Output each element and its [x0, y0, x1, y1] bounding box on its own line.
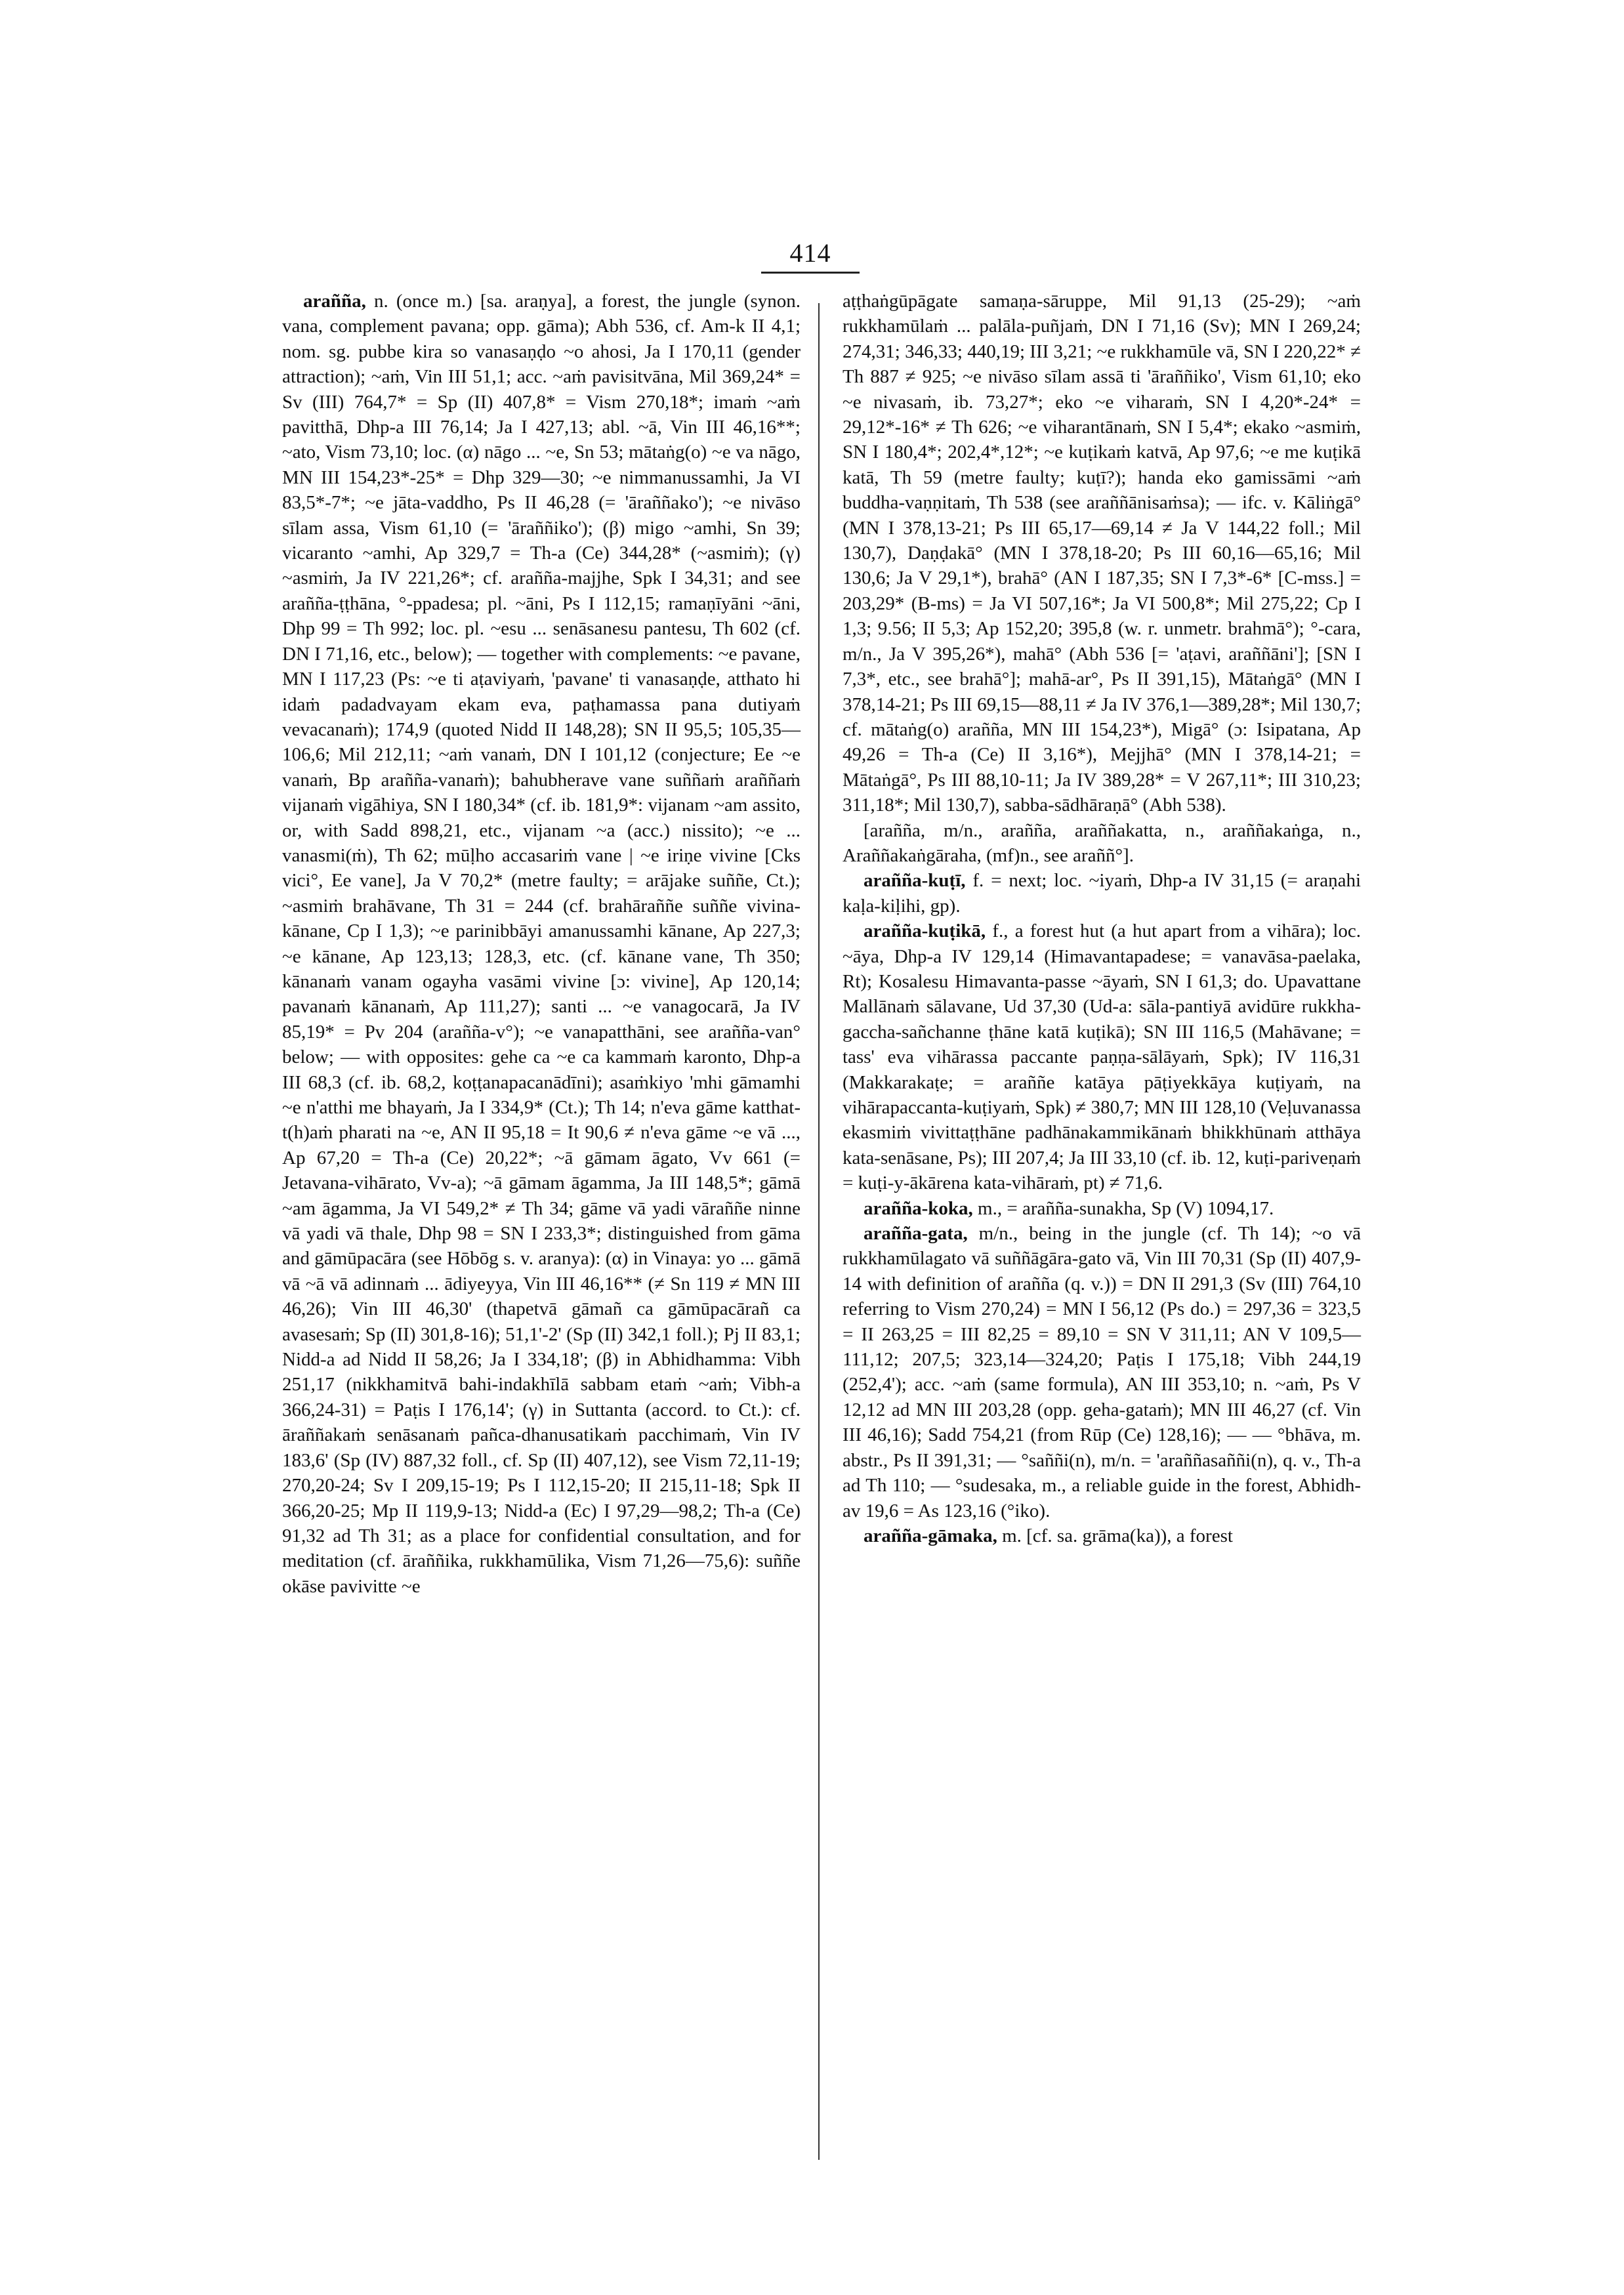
entry-aranna-gata-body: m/n., being in the jungle (cf. Th 14); ~o vā rukkhamūlagato vā suññāgāra-gato vā, Vin III 70,31 (Sp (II) 407,9-14 with definition of arañña (q. v.)) = DN II 291,3 (Sv (III) 764,10 referring to Vism 270,24) = MN I 56,12 (Ps do.) = 297,36 = 323,5 = II 263,25 = III 82,25 = 89,10 = SN V 311,11; AN V 109,5—111,12; 207,5; 323,14—324,20; Paṭis I 175,18; Vibh 244,19 (252,4'); acc. ~aṁ (same formula), AN III 353,10; n. ~aṁ, Ps V 12,12 ad MN III 203,28 (opp. geha-gataṁ); MN III 46,27 (cf. Vin III 46,16); Sadd 754,21 (from Rūp (Ce) 128,16); — — °bhāva, m. abstr., Ps II 391,31; — °saññi(n), m/n. = 'araññasaññi(n), q. v., Th-a ad Th 110; — °sudesaka, m., a reliable guide in the forest, Abhidh-av 19,6 = As 123,16 (°iko). — [843, 1223, 1361, 1521]
headword-aranna-koka: arañña-koka, — [864, 1197, 973, 1219]
headword-aranna-gamaka: arañña-gāmaka, — [864, 1525, 997, 1546]
entry-aranna-kutika — [843, 919, 1361, 1195]
entry-aranna — [282, 289, 801, 1599]
headword-aranna-gata: arañña-gata, — [864, 1223, 968, 1245]
entry-aranna-kuti — [843, 868, 1361, 919]
entry-aranna-continued: aṭṭhaṅgūpāgate samaṇa-sāruppe, Mil 91,13 (25-29); ~aṁ rukkhamūlaṁ ... palāla-puñjaṁ, DN I 71,16 (Sv); MN I 269,24; 274,31; 346,33; 440,19; III 3,21; ~e rukkhamūle vā, SN I 220,22* ≠ Th 887 ≠ 925; ~e nivāso sīlam assā ti 'āraññiko', Vism 61,10; eko ~e nivasaṁ, ib. 73,27*; eko ~e viharaṁ, SN I 4,20*-24* = 29,12*-16* ≠ Th 626; ~e viharantānaṁ, SN I 5,4*; ekako ~asmiṁ, SN I 180,4*; 202,4*,12*; ~e kuṭikaṁ katvā, Ap 97,6; ~e me kuṭikā katā, Th 59 (metre faulty; kuṭī?); handa eko gamissāmi ~aṁ buddha-vaṇṇitaṁ, Th 538 (see araññānisaṁsa); — ifc. v. Kāliṅgā° (MN I 378,13-21; Ps III 65,17—69,14 ≠ Ja V 144,22 foll.; Mil 130,7), Daṇḍakā° (MN I 378,18-20; Ps III 60,16—65,16; Mil 130,6; Ja V 29,1*), brahā° (AN I 187,35; SN I 7,3*-6* [C-mss.] = 203,29* (B-ms) = Ja VI 507,16*; Ja VI 500,8*; Mil 275,22; Cp I 1,3; 9.56; II 5,3; Ap 152,20; 395,8 (w. r. unmetr. brahmā°); °-cara, m/n., Ja V 395,26*), mahā° (Abh 536 [= 'aṭavi, araññāni']; [SN I 7,3*, etc., see brahā°]; mahā-ar°, Ps II 391,15), Mātaṅgā° (MN I 378,14-21; Ps III 69,15—88,11 ≠ Ja IV 376,1—389,28*; Mil 130,7; cf. mātaṅg(o) arañña, MN III 154,23*), Migā° (ɔ: Isipatana, Ap 49,26 = Th-a (Ce) II 3,16*), Mejjhā° (MN I 378,14-21; = Mātaṅgā°, Ps III 88,10-11; Ja IV 389,28* = V 267,11*; III 310,23; 311,18*; Mil 130,7), sabba-sādhāraṇā° (Abh 538). — [843, 291, 1361, 816]
cross-references: [arañña, m/n., arañña, araññakatta, n., araññakaṅga, n., Araññakaṅgāraha, (mf)n., see araññ°]. — [843, 819, 1361, 866]
headword-aranna-kuti: arañña-kuṭī, — [864, 870, 966, 892]
header-rule — [761, 272, 860, 274]
entry-aranna-kutika-body: f., a forest hut (a hut apart from a vihāra); loc. ~āya, Dhp-a IV 129,14 (Himavantapadese; = vanavāsa-paelaka, Rt); Kosalesu Himavanta-passe ~āyaṁ, SN I 61,3; do. Upavattane Mallānaṁ sālavane, Ud 37,30 (Ud-a: sāla-pantiyā avidūre rukkha-gaccha-sañchanne ṭhāne katā kuṭikā); SN III 116,5 (Mahāvane; = tass' eva vihārassa paccante paṇṇa-sālāyaṁ, Spk); IV 116,31 (Makkarakaṭe; = araññe katāya pāṭiyekkāya kuṭiyaṁ, na vihārapaccanta-kuṭiyaṁ, Spk) ≠ 380,7; MN III 128,10 (Veḷuvanassa ekasmiṁ vivittaṭṭhāne padhānakammikānaṁ bhikkhūnaṁ atthāya kata-senāsane, Ps); III 207,4; Ja III 33,10 (cf. ib. 12, kuṭi-pariveṇaṁ = kuṭi-y-ākārena kata-vihāraṁ, pt) ≠ 71,6. — [843, 920, 1361, 1194]
entry-aranna-kuti-body: f. = next; loc. ~iyaṁ, Dhp-a IV 31,15 (= araṇahi kaḷa-kiḷihi, gp). — [843, 870, 1362, 917]
left-column — [282, 289, 801, 1599]
entry-aranna-body: n. (once m.) [sa. araṇya], a forest, the jungle (synon. vana, complement pavana; opp. gāma); Abh 536, cf. Am-k II 4,1; nom. sg. pubbe kira so vanasaṇḍo ~o ahosi, Ja I 170,11 (gender attraction); ~aṁ, Vin III 51,1; acc. ~aṁ pavisitvāna, Mil 369,24* = Sv (III) 764,7* = Sp (II) 407,8* = Vism 270,18*; imaṁ ~aṁ pavitthā, Dhp-a III 76,14; Ja I 427,13; abl. ~ā, Vin III 46,16**; ~ato, Vism 73,10; loc. (α) nāgo ... ~e, Sn 53; mātaṅg(o) ~e va nāgo, MN III 154,23*-25* = Dhp 329—30; ~e nimmanussamhi, Ja VI 83,5*-7*; ~e jāta-vaddho, Ps II 46,28 (= 'āraññako'); ~e nivāso sīlam assa, Vism 61,10 (= 'āraññiko'); (β) migo ~amhi, Sn 39; vicaranto ~amhi, Ap 329,7 = Th-a (Ce) 344,28* (~asmiṁ); (γ) ~asmiṁ, Ja IV 221,26*; cf. arañña-majjhe, Spk I 34,31; and see arañña-ṭṭhāna, °-ppadesa; pl. ~āni, Ps I 112,15; ramaṇīyāni ~āni, Dhp 99 = Th 992; loc. pl. ~esu ... senāsanesu pantesu, Th 602 (cf. DN I 71,16, etc., below); — together with complements: ~e pavane, MN I 117,23 (Ps: ~e ti aṭaviyaṁ, 'pavane' ti vanasaṇḍe, atthato hi idaṁ padadvayam ekam eva, paṭhamassa pana dutiyaṁ vevacanaṁ); 174,9 (quoted Nidd II 148,28); SN II 95,5; 105,35—106,6; Mil 212,11; ~aṁ vanaṁ, DN I 101,12 (conjecture; Ee ~e vanaṁ, Bp arañña-vanaṁ); bahubherave vane suññaṁ araññaṁ vijanaṁ vigāhiya, SN I 180,34* (cf. ib. 181,9*: vijanam ~am assito, or, with Sadd 898,21, etc., vijanam ~a (acc.) nissito); ~e ... vanasmi(ṁ), Th 62; mūḷho accasariṁ vane | ~e iriṇe vivine [Cks vici°, Ee vane], Ja V 70,2* (metre faulty; = arājake suññe, Ct.); ~asmiṁ brahāvane, Th 31 = 244 (cf. brahāraññe suññe vivina-kānane, Cp I 1,3); ~e parinibbāyi amanussamhi kānane, Ap 227,3; ~e kānane, Ap 123,13; 128,3, etc. (cf. kānane vane, Th 350; kānanaṁ vanam ogayha vasāmi vivine [ɔ: vivine], Ap 120,14; pavanaṁ kānanaṁ, Ap 111,27); santi ... ~e vanagocarā, Ja IV 85,19* = Pv 204 (arañña-v°); ~e vanapatthāni, see arañña-van° below; — with opposites: gehe ca ~e ca kammaṁ karonto, Dhp-a III 68,3 (cf. ib. 68,2, koṭṭanapacanādīni); asaṁkiyo 'mhi gāmamhi ~e n'atthi me bhayaṁ, Ja I 334,9* (Ct.); Th 14; n'eva gāme katthat-t(h)aṁ pharati na ~e, AN II 95,18 = It 90,6 ≠ n'eva gāme ~e vā ..., Ap 67,20 = Th-a (Ce) 20,22*; ~ā gāmam āgato, Vv 661 (= Jetavana-vihārato, Vv-a); ~ā gāmam āgamma, Ja III 148,5*; gāmā ~am āgamma, Ja VI 549,2* ≠ Th 34; gāme vā yadi vāraññe ninne vā yadi vā thale, Dhp 98 = SN I 233,3*; distinguished from gāma and gāmūpacāra (see Hōbōg s. v. aranya): (α) in Vinaya: yo ... gāmā vā ~ā vā adinnaṁ ... ādiyeyya, Vin III 46,16** (≠ Sn 119 ≠ MN III 46,26); Vin III 46,30' (thapetvā gāmañ ca gāmūpacārañ ca avasesaṁ; Sp (II) 301,8-16); 51,1'-2' (Sp (II) 342,1 foll.); Pj II 83,1; Nidd-a ad Nidd II 58,26; Ja I 334,18'; (β) in Abhidhamma: Vibh 251,17 (nikkhamitvā bahi-indakhīlā sabbam etaṁ ~aṁ; Vibh-a 366,24-31) = Paṭis I 176,14'; (γ) in Suttanta (accord. to Ct.): cf. āraññakaṁ senāsanaṁ pañca-dhanusatikaṁ pacchimaṁ, Vin IV 183,6' (Sp (IV) 887,32 foll., cf. Sp (II) 407,12), see Vism 72,11-19; 270,20-24; Sv I 209,15-19; Ps I 112,15-20; II 215,11-18; Spk II 366,20-25; Mp II 119,9-13; Nidd-a (Ec) I 97,29—98,2; Th-a (Ce) 91,32 ad Th 31; as a place for confidential consultation, and for meditation (cf. āraññika, rukkhamūlika, Vism 71,26—75,6): suññe okāse pavivitte ~e — [282, 291, 801, 1597]
entry-aranna-gata — [843, 1221, 1361, 1523]
entry-aranna-koka — [843, 1196, 1361, 1221]
column-divider — [818, 303, 820, 2160]
entry-aranna-gamaka-body: m. [cf. sa. grāma(ka)), a forest — [1002, 1525, 1233, 1546]
headword-aranna-kutika: arañña-kuṭikā, — [864, 920, 986, 942]
right-column — [843, 289, 1361, 1548]
entry-aranna-koka-body: m., = arañña-sunakha, Sp (V) 1094,17. — [978, 1197, 1274, 1219]
entry-aranna-gamaka — [843, 1523, 1361, 1548]
headword-aranna: arañña, — [303, 291, 366, 312]
page-number: 414 — [789, 238, 831, 268]
